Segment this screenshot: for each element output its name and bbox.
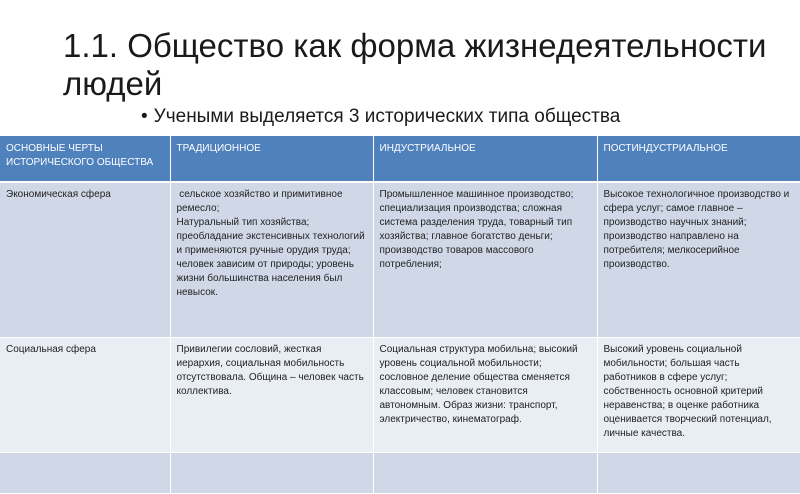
comparison-table xyxy=(0,136,800,494)
table-row xyxy=(0,453,800,494)
table-row xyxy=(0,182,800,338)
cell-cut-off xyxy=(170,453,373,494)
bullet-point xyxy=(141,105,781,137)
table-row xyxy=(0,338,800,453)
table-header-row xyxy=(0,136,800,182)
bullet-text: Учеными выделяется 3 исторических типа общества xyxy=(153,106,621,127)
bullet-dot-icon: • xyxy=(141,106,148,127)
header-traditional: ТРАДИЦИОННОЕ xyxy=(170,136,373,182)
cell-industrial: Социальная структура мобильна; высокий уровень социальной мобильности; сословное деление общества сменяется классовым; человек становится автономным. Образ жизни: транспорт, электричество, кинематограф. xyxy=(373,338,597,453)
cell-postindustrial: Высокий уровень социальной мобильности; большая часть работников в сфере услуг; собственность основной критерий неравенства; в оценке работника оценивается творческий потенциал, личные качества. xyxy=(597,338,800,453)
cell-cut-off xyxy=(597,453,800,494)
header-postindustrial: ПОСТИНДУСТРИАЛЬНОЕ xyxy=(597,136,800,182)
cell-industrial: Промышленное машинное производство; специализация производства; сложная система разделения труда, товарный тип хозяйства; главное богатство деньги; производство товаров массового потребления; xyxy=(373,182,597,338)
cell-traditional: сельское хозяйство и примитивное ремесло; Натуральный тип хозяйства; преобладание экстенсивных технологий и применяются ручные орудия труда; человек зависим от природы; уровень жизни большинства населения был невысок. xyxy=(170,182,373,338)
cell-cut-off xyxy=(373,453,597,494)
cell-sphere: Социальная сфера xyxy=(0,338,170,453)
slide-title: 1.1. Общество как форма жизнедеятельности людей xyxy=(63,27,767,102)
cell-sphere: Экономическая сфера xyxy=(0,182,170,338)
cell-traditional: Привилегии сословий, жесткая иерархия, социальная мобильность отсутствовала. Община – человек часть коллектива. xyxy=(170,338,373,453)
header-industrial: ИНДУСТРИАЛЬНОЕ xyxy=(373,136,597,182)
cell-cut-off xyxy=(0,453,170,494)
header-features: ОСНОВНЫЕ ЧЕРТЫ ИСТОРИЧЕСКОГО ОБЩЕСТВА xyxy=(0,136,170,182)
cell-postindustrial: Высокое технологичное производство и сфера услуг; самое главное – производство научных знаний; производство направлено на потребителя; мелкосерийное производство. xyxy=(597,182,800,338)
